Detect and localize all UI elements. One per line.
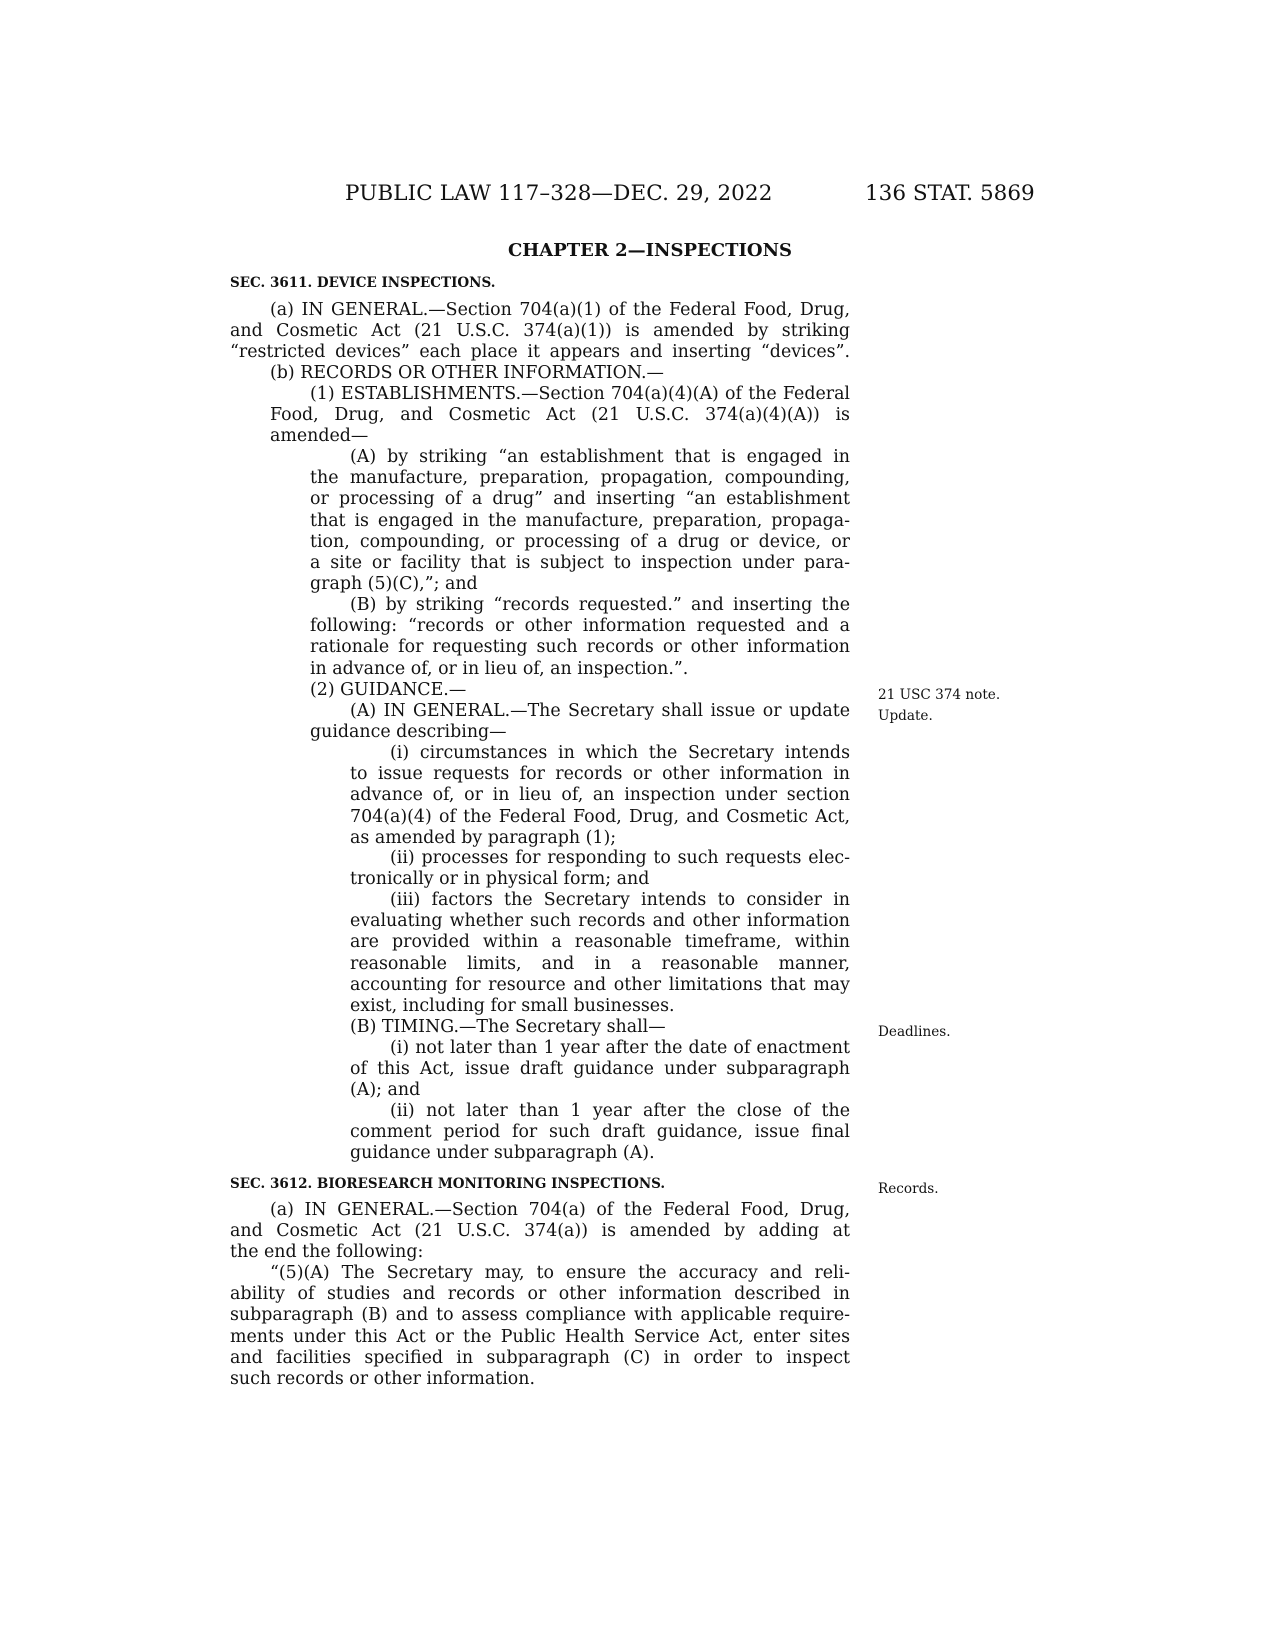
chapter-title: CHAPTER 2—INSPECTIONS <box>507 240 793 261</box>
text-line: reasonable limits, and in a reasonable manner, <box>350 953 850 974</box>
statute-page-number: 136 STAT. 5869 <box>865 181 1035 206</box>
public-law-citation: PUBLIC LAW 117–328—DEC. 29, 2022 <box>345 181 773 206</box>
margin-note-usc: 21 USC 374 note. <box>878 687 1001 703</box>
text-line: (i) circumstances in which the Secretary intends <box>390 743 850 763</box>
text-line: the manufacture, preparation, propagation, compounding, <box>310 468 850 489</box>
text-line: and Cosmetic Act (21 U.S.C. 374(a)) is amended by adding at <box>230 1221 850 1242</box>
text-line: and facilities specified in subparagraph (C) in order to inspect <box>230 1347 850 1368</box>
text-line: (ii) processes for responding to such requests elec- <box>390 848 850 868</box>
section-3611-b2A-paragraph <box>310 701 850 743</box>
text-line: are provided within a reasonable timeframe, within <box>350 932 850 953</box>
text-line: accounting for resource and other limitations that may <box>350 974 850 995</box>
margin-note-update: Update. <box>878 708 933 724</box>
text-line: in advance of, or in lieu of, an inspection.”. <box>310 658 689 679</box>
text-line: (B) by striking “records requested.” and inserting the <box>350 595 850 615</box>
text-line: the end the following: <box>230 1242 424 1263</box>
text-line: (ii) not later than 1 year after the close of the <box>390 1101 850 1121</box>
text-line: such records or other information. <box>230 1368 535 1389</box>
text-line: tion, compounding, or processing of a drug or device, or <box>310 531 850 552</box>
text-line: subparagraph (B) and to assess compliance with applicable require- <box>230 1305 850 1326</box>
text-line: to issue requests for records or other information in <box>350 764 850 785</box>
section-3611-b2-heading <box>310 680 850 701</box>
section-3611-heading: SEC. 3611. DEVICE INSPECTIONS. <box>230 275 496 291</box>
text-line: advance of, or in lieu of, an inspection under section <box>350 785 850 806</box>
text-line: as amended by paragraph (1); <box>350 827 617 848</box>
text-line: that is engaged in the manufacture, preparation, propaga- <box>310 510 850 531</box>
text-line: tronically or in physical form; and <box>350 869 650 890</box>
section-3611-b1A-paragraph <box>310 447 850 595</box>
section-3612-quoted-5A-paragraph <box>230 1263 850 1390</box>
section-3611-b1B-paragraph <box>310 595 850 680</box>
text-line: (i) not later than 1 year after the date of enactment <box>390 1038 850 1058</box>
section-3611-b2Bii-paragraph <box>350 1101 850 1165</box>
running-header <box>0 181 1275 211</box>
text-line: “(5)(A) The Secretary may, to ensure the accuracy and reli- <box>270 1263 850 1283</box>
section-3611-b2Aiii-paragraph <box>350 890 850 1017</box>
text-line: following: “records or other information requested and a <box>310 616 850 637</box>
text-line: (a) IN GENERAL.—Section 704(a) of the Federal Food, Drug, <box>270 1200 850 1220</box>
text-line: exist, including for small businesses. <box>350 995 675 1016</box>
text-line: guidance describing— <box>310 722 507 743</box>
text-line: or processing of a drug” and inserting “an establishment <box>310 489 850 510</box>
text-line: (B) TIMING.—The Secretary shall— <box>350 1017 666 1037</box>
text-line: (A) by striking “an establishment that is engaged in <box>350 447 850 467</box>
text-line: of this Act, issue draft guidance under subparagraph <box>350 1059 850 1080</box>
text-line: 704(a)(4) of the Federal Food, Drug, and Cosmetic Act, <box>350 806 850 827</box>
text-line: (1) ESTABLISHMENTS.—Section 704(a)(4)(A) of the Federal <box>310 384 850 404</box>
section-3612-a-paragraph <box>230 1200 850 1264</box>
text-line: (A); and <box>350 1080 421 1101</box>
text-line: graph (5)(C),”; and <box>310 574 478 595</box>
text-line: ability of studies and records or other information described in <box>230 1284 850 1305</box>
section-3611-b-heading <box>270 363 850 384</box>
text-line: ments under this Act or the Public Health Service Act, enter sites <box>230 1326 850 1347</box>
section-3611-b2B-heading <box>310 1017 850 1038</box>
text-line: evaluating whether such records and other information <box>350 911 850 932</box>
margin-note-records: Records. <box>878 1181 939 1197</box>
section-3611-b2Aii-paragraph <box>350 848 850 890</box>
text-line: comment period for such draft guidance, issue final <box>350 1122 850 1143</box>
margin-note-deadlines: Deadlines. <box>878 1024 951 1040</box>
text-line: (iii) factors the Secretary intends to consider in <box>390 890 850 910</box>
text-line: (2) GUIDANCE.— <box>310 680 467 700</box>
text-line: (b) RECORDS OR OTHER INFORMATION.— <box>270 363 664 383</box>
section-3611-a-paragraph <box>230 300 850 364</box>
section-3611-b2Ai-paragraph <box>350 743 850 849</box>
text-line: rationale for requesting such records or other information <box>310 637 850 658</box>
section-3611-b1-paragraph <box>270 384 850 448</box>
text-line: (a) IN GENERAL.—Section 704(a)(1) of the Federal Food, Drug, <box>270 300 850 320</box>
text-line: a site or facility that is subject to inspection under para- <box>310 552 850 573</box>
text-line: Food, Drug, and Cosmetic Act (21 U.S.C. 374(a)(4)(A)) is <box>270 405 850 426</box>
text-line: (A) IN GENERAL.—The Secretary shall issue or update <box>350 701 850 721</box>
text-line: “restricted devices” each place it appears and inserting “devices”. <box>230 342 850 363</box>
section-3611-b2Bi-paragraph <box>350 1038 850 1102</box>
text-line: and Cosmetic Act (21 U.S.C. 374(a)(1)) is amended by striking <box>230 321 850 342</box>
text-line: guidance under subparagraph (A). <box>350 1143 655 1164</box>
text-line: amended— <box>270 426 369 447</box>
section-3612-heading: SEC. 3612. BIORESEARCH MONITORING INSPECTIONS. <box>230 1176 666 1192</box>
